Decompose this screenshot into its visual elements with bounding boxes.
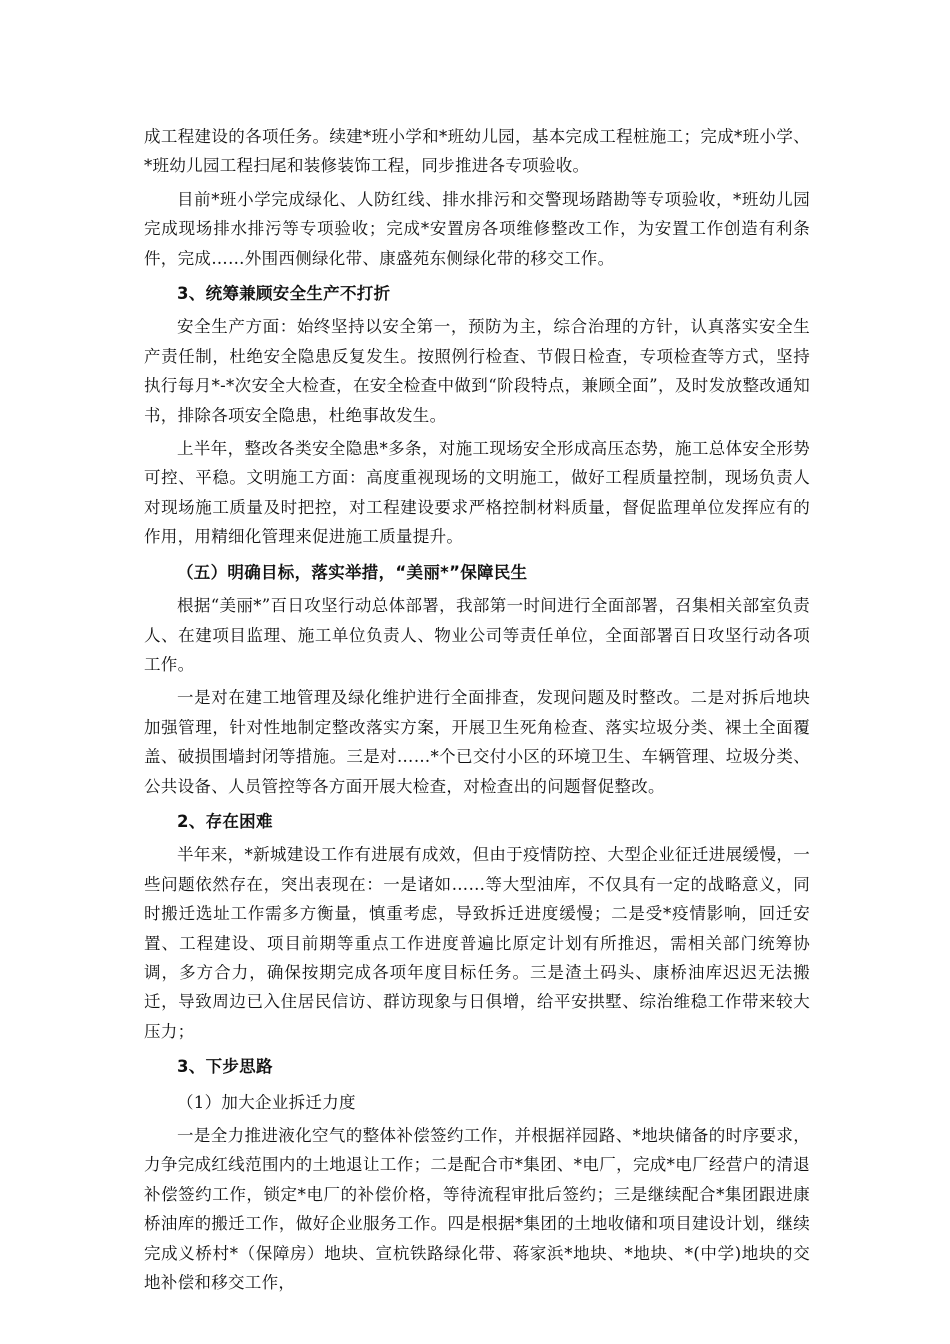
paragraph: 半年来，*新城建设工作有进展有成效，但由于疫情防控、大型企业征迁进展缓慢，一些问题依然存在，突出表现在：一是诸如……等大型油库，不仅具有一定的战略意义，同时搬迁选址工作需多方衡量，慎重考虑，导致拆迁进度缓慢；二是受*疫情影响，回迁安置、工程建设、项目前期等重点工作进度普遍比原定计划有所推迟，需相关部门统筹协调，多方合力，确保按期完成各项年度目标任务。三是渣土码头、康桥油库迟迟无法搬迁，导致周边已入住居民信访、群访现象与日俱增，给平安拱墅、综治维稳工作带来较大压力； bbox=[144, 845, 810, 1041]
paragraph: 成工程建设的各项任务。续建*班小学和*班幼儿园，基本完成工程桩施工；完成*班小学、*班幼儿园工程扫尾和装修装饰工程，同步推进各专项验收。 bbox=[144, 127, 810, 176]
paragraph: 上半年，整改各类安全隐患*多条，对施工现场安全形成高压态势，施工总体安全形势可控、平稳。文明施工方面：高度重视现场的文明施工，做好工程质量控制，现场负责人对现场施工质量及时把控，对工程建设要求严格控制材料质量，督促监理单位发挥应有的作用，用精细化管理来促进施工质量提升。 bbox=[144, 439, 810, 547]
paragraph: 一是对在建工地管理及绿化维护进行全面排查，发现问题及时整改。二是对拆后地块加强管理，针对性地制定整改落实方案，开展卫生死角检查、落实垃圾分类、裸土全面覆盖、破损围墙封闭等措施。三是对……*个已交付小区的环境卫生、车辆管理、垃圾分类、公共设备、人员管控等各方面开展大检查，对检查出的问题督促整改。 bbox=[144, 688, 810, 796]
paragraph: 根据“美丽*”百日攻坚行动总体部署，我部第一时间进行全面部署，召集相关部室负责人、在建项目监理、施工单位负责人、物业公司等责任单位，全面部署百日攻坚行动各项工作。 bbox=[144, 596, 810, 674]
section-heading: 3、统筹兼顾安全生产不打折 bbox=[177, 284, 391, 304]
paragraph: 目前*班小学完成绿化、人防红线、排水排污和交警现场踏勘等专项验收，*班幼儿园完成现场排水排污等专项验收；完成*安置房各项维修整改工作，为安置工作创造有利条件，完成……外围西侧绿化带、康盛苑东侧绿化带的移交工作。 bbox=[144, 189, 810, 268]
paragraph: 安全生产方面：始终坚持以安全第一，预防为主，综合治理的方针，认真落实安全生产责任制，杜绝安全隐患反复发生。按照例行检查、节假日检查，专项检查等方式，坚持执行每月*-*次安全大检查，在安全检查中做到“阶段特点，兼顾全面”，及时发放整改通知书，排除各项安全隐患，杜绝事故发生。 bbox=[144, 317, 810, 425]
section-heading: 2、存在困难 bbox=[177, 811, 273, 831]
document-body bbox=[144, 122, 810, 1297]
section-heading: （五）明确目标，落实举措，“美丽*”保障民生 bbox=[177, 562, 528, 582]
paragraph: 一是全力推进液化空气的整体补偿签约工作，并根据祥园路、*地块储备的时序要求，力争完成红线范围内的土地退让工作；二是配合市*集团、*电厂，完成*电厂经营户的清退补偿签约工作，锁定*电厂的补偿价格，等待流程审批后签约；三是继续配合*集团跟进康桥油库的搬迁工作，做好企业服务工作。四是根据*集团的土地收储和项目建设计划，继续完成义桥村*（保障房）地块、宣杭铁路绿化带、蒋家浜*地块、*地块、*(中学)地块的交地补偿和移交工作， bbox=[144, 1126, 810, 1293]
subsection-title: （1）加大企业拆迁力度 bbox=[177, 1092, 356, 1112]
section-heading: 3、下步思路 bbox=[177, 1057, 273, 1077]
